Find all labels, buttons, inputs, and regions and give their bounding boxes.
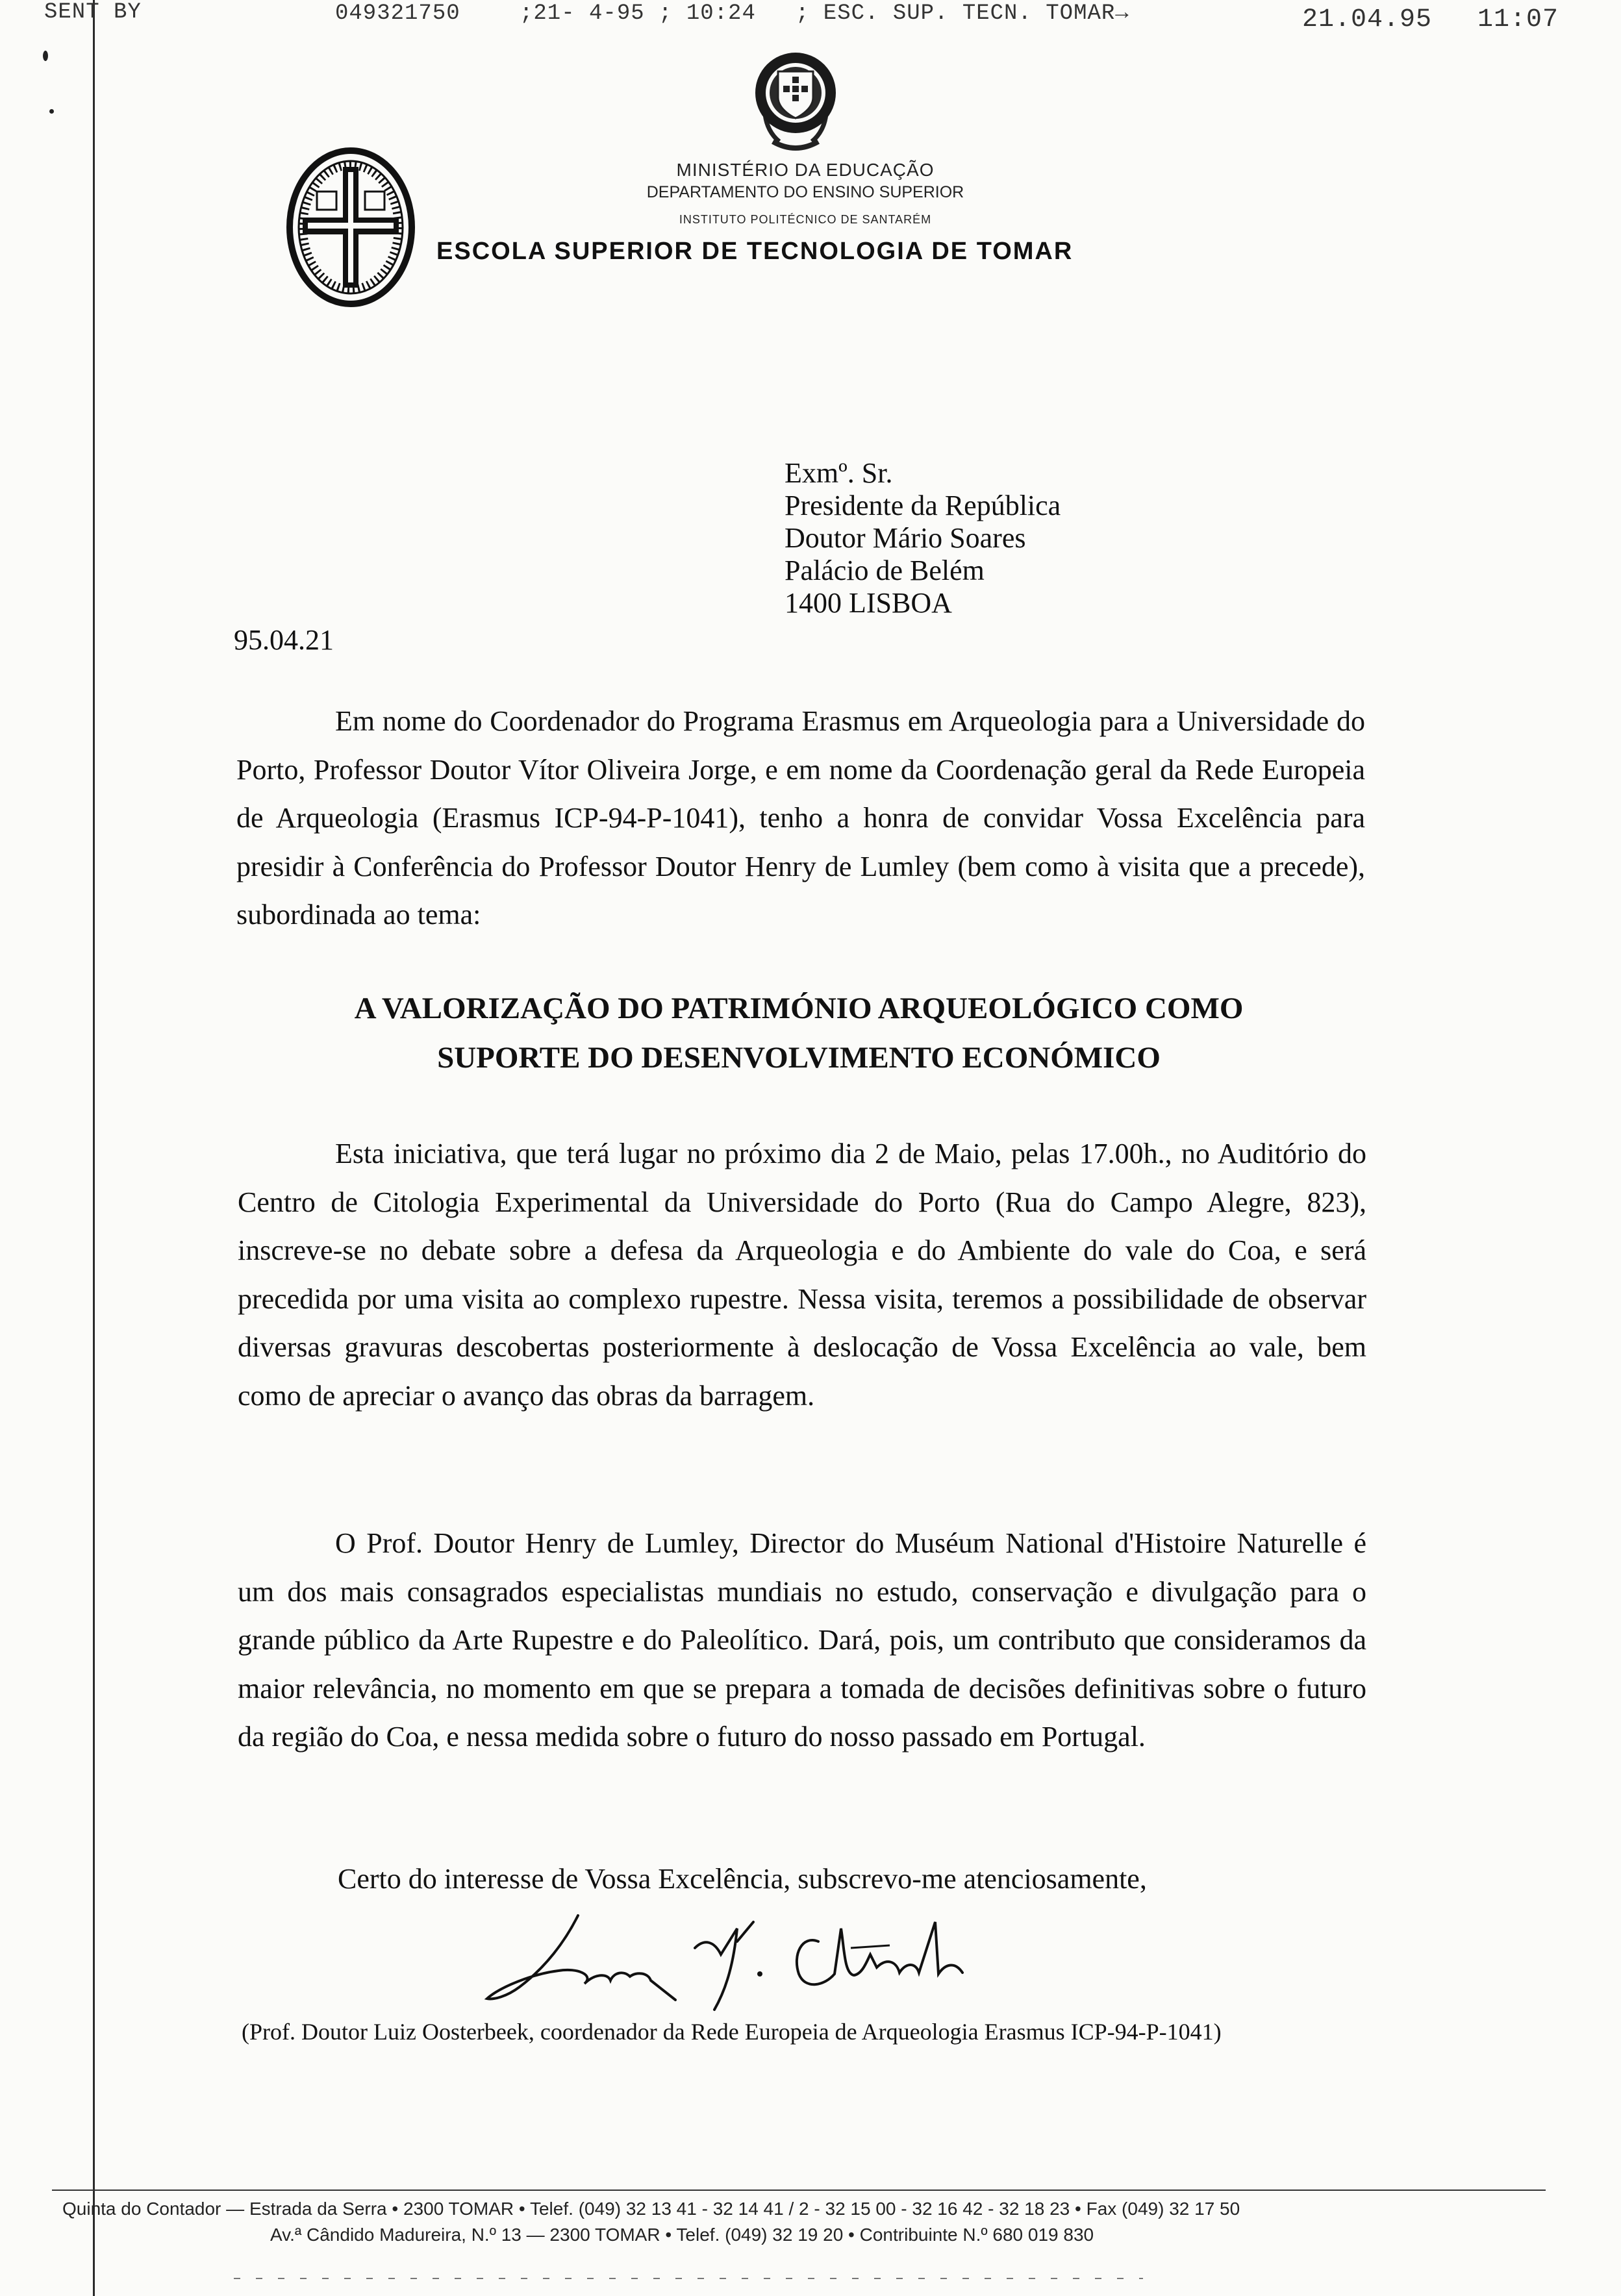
signatory-note: (Prof. Doutor Luiz Oosterbeek, coordenador da Rede Europeia de Arqueologia Erasmus ICP-94-P-1041) — [242, 2019, 1222, 2045]
fax-received-time: 11:07 — [1477, 5, 1559, 34]
fax-speck — [43, 51, 48, 61]
paragraph-event-details: Esta iniciativa, que terá lugar no próximo dia 2 de Maio, pelas 17.00h., no Auditório do Centro de Citologia Experimental da Universidade do Porto (Rua do Campo Alegre, 823), inscreve-se no debate sobre a defesa da Arqueologia e do Ambiente do vale do Coa, e será precedida por uma visita ao complexo rupestre. Nessa visita, teremos a possibilidade de observar diversas gravuras descobertas posteriormente à deslocação de Vossa Excelência ao vale, bem como de apreciar o avanço das obras da barragem. — [238, 1138, 1366, 1412]
conference-title — [195, 984, 1403, 1082]
ministry-line: MINISTÉRIO DA EDUCAÇÃO — [676, 160, 935, 180]
department-line: DEPARTAMENTO DO ENSINO SUPERIOR — [646, 183, 964, 201]
recipient-salutation: Exmº. Sr. — [785, 457, 893, 489]
handwritten-signature — [481, 1903, 1052, 2013]
fax-margin-line — [93, 0, 95, 2296]
coat-of-arms-icon — [747, 44, 844, 161]
recipient-place: Palácio de Belém — [785, 555, 985, 586]
fax-received-date: 21.04.95 — [1302, 5, 1433, 34]
recipient-address — [785, 457, 1061, 619]
recipient-name: Doutor Mário Soares — [785, 522, 1026, 554]
closing-line: Certo do interesse de Vossa Excelência, subscrevo-me atenciosamente, — [338, 1863, 1147, 1895]
conference-title-line1: A VALORIZAÇÃO DO PATRIMÓNIO ARQUEOLÓGICO COMO — [354, 992, 1244, 1025]
fax-number: 049321750 — [335, 1, 460, 26]
recipient-city: 1400 LISBOA — [785, 587, 952, 619]
letter-date: 95.04.21 — [234, 624, 334, 656]
footer-address-line1: Quinta do Contador — Estrada da Serra • 2300 TOMAR • Telef. (049) 32 13 41 - 32 14 41 / 2 - 32 15 00 - 32 16 42 - 32 18 23 • Fax (049) 32 17 50 — [62, 2199, 1240, 2219]
institute-line: INSTITUTO POLITÉCNICO DE SANTARÉM — [679, 213, 932, 226]
fax-sent-by: SENT BY — [44, 0, 142, 25]
footer-rule — [52, 2190, 1546, 2191]
fax-bottom-noise — [234, 2278, 1143, 2279]
fax-datetime: ;21- 4-95 ; 10:24 — [520, 1, 756, 26]
footer-address-line2: Av.ª Cândido Madureira, N.º 13 — 2300 TOMAR • Telef. (049) 32 19 20 • Contribuinte N.º 680 019 830 — [270, 2225, 1094, 2245]
paragraph-speaker: O Prof. Doutor Henry de Lumley, Director do Muséum National d'Histoire Naturelle é um dos mais consagrados especialistas mundiais no estudo, conservação e divulgação para o grande público da Arte Rupestre e do Paleolítico. Dará, pois, um contributo que consideramos da maior relevância, no momento em que se prepara a tomada de decisões definitivas sobre o futuro da região do Coa, e nessa medida sobre o futuro do nosso passado em Portugal. — [238, 1527, 1366, 1753]
school-seal-icon — [286, 146, 416, 308]
conference-title-line2: SUPORTE DO DESENVOLVIMENTO ECONÓMICO — [437, 1041, 1161, 1075]
recipient-title: Presidente da República — [785, 490, 1061, 521]
fax-speck — [49, 109, 54, 114]
fax-sender: ; ESC. SUP. TECN. TOMAR→ — [796, 1, 1129, 26]
school-name: ESCOLA SUPERIOR DE TECNOLOGIA DE TOMAR — [436, 238, 1074, 265]
paragraph-invitation: Em nome do Coordenador do Programa Erasmus em Arqueologia para a Universidade do Porto, Professor Doutor Vítor Oliveira Jorge, e em nome da Coordenação geral da Rede Europeia de Arqueologia (Erasmus ICP-94-P-1041), tenho a honra de convidar Vossa Excelência para presidir à Conferência do Professor Doutor Henry de Lumley (bem como à visita que a precede), subordinada ao tema: — [236, 705, 1365, 930]
